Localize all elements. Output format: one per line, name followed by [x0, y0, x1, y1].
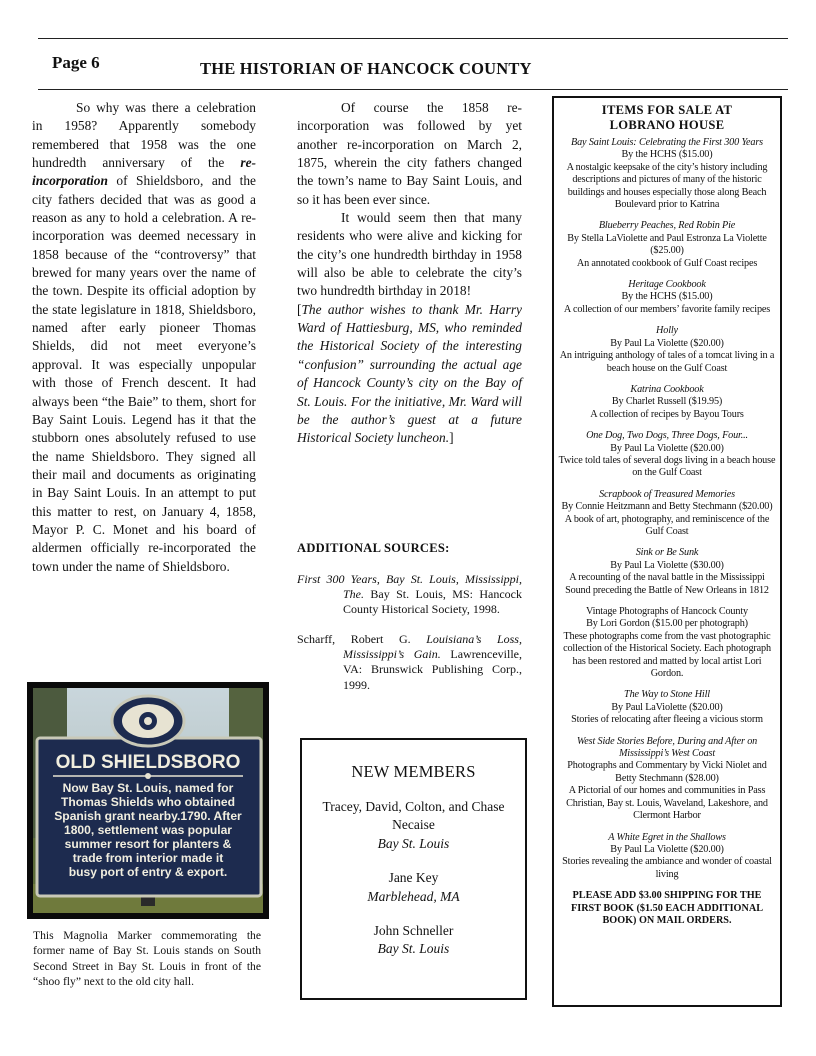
sign-line: summer resort for planters & [64, 837, 232, 851]
member-location: Bay St. Louis [377, 835, 450, 851]
member-entry [302, 922, 525, 959]
item-title: The Way to Stone Hill [624, 689, 710, 701]
article-column-2 [297, 99, 522, 448]
source-details: Lawrenceville, VA: Brunswick Publishing Corp., 1999. [343, 647, 522, 692]
item-title: A White Egret in the Shallows [608, 831, 726, 843]
article-paragraph [32, 99, 256, 576]
sale-item [556, 279, 778, 316]
article-text: of Shieldsboro, and the city fathers decided that was as good a reason as any to hold a celebration. A re-incorporation was deemed necessary in 1858 because of the “controversy” that brewed for many years over the name of the town. Despite its official adoption by the state legislature in 1818, Shieldsboro, named after early pioneer Thomas Shields, did not meet everyone’s approval. It was especially unpopular with those of French descent. It had always been “the Baie” to them, short for Bay Saint Louis. Legend has it that the stubborn ones absolutely refused to use the name Shieldsboro. They signed all their mail and documents as originating in Bay Saint Louis. In an attempt to put this matter to rest, on January 4, 1858, Mayor P. C. Monet and his board of aldermen officially re-incorporated the town under the name of Shieldsboro. [32, 173, 256, 574]
item-author-price: By the HCHS ($15.00) [621, 149, 713, 161]
sale-item [556, 547, 778, 597]
article-text: So why was there a celebration in 1958? Apparently somebody remembered that 1958 was the one hundredth anniversary of the [32, 100, 256, 171]
article-paragraph: Of course the 1858 re-incorporation was followed by yet another re-incorporation on March 2, 1875, wherein the city fathers changed the town’s name to Bay Saint Louis, and so it has been ever since. [297, 100, 522, 207]
source-entry [297, 632, 522, 693]
bracket: [ [297, 301, 302, 317]
sale-item [556, 325, 778, 375]
item-title: Holly [656, 325, 678, 337]
item-title: Vintage Photographs of Hancock County [586, 606, 748, 617]
source-details: Bay St. Louis, MS: Hancock County Historical Society, 1998. [343, 587, 522, 617]
acknowledgement-note [297, 301, 522, 448]
source-entry [297, 572, 522, 618]
item-author-price: By Paul La Violette ($20.00) [610, 337, 724, 349]
item-author-price: By Paul La Violette ($20.00) [610, 843, 724, 855]
item-title: Blueberry Peaches, Red Robin Pie [598, 220, 736, 232]
sale-item [556, 220, 778, 270]
item-description: A collection of our members’ favorite family recipes [563, 303, 771, 315]
sale-heading-line: ITEMS FOR SALE AT [601, 103, 733, 117]
item-description: A nostalgic keepsake of the city’s history including descriptions and pictures of many of the historic buildings and houses especially those along Beach Boulevard prior to Katrina [566, 161, 768, 211]
item-author-price: By Stella LaViolette and Paul Estronza La Violette ($25.00) [567, 232, 767, 257]
item-description: Stories revealing the ambiance and wonder of coastal living [562, 856, 772, 880]
photo-caption: This Magnolia Marker commemorating the former name of Bay St. Louis stands on South Second Street in Bay St. Louis in front of the “shoo fly” next to the old city hall. [33, 929, 261, 989]
note-text: The author wishes to thank Mr. Harry Ward of Hattiesburg, MS, who reminded the Historical Society of the interesting “confusion” surrounding the actual age of Hancock County’s city on the Bay of St. Louis. For the initiative, Mr. Ward will be the author’s guest at a future Historical Society luncheon. [297, 301, 522, 446]
item-description: An annotated cookbook of Gulf Coast recipes [576, 257, 758, 269]
sign-line: busy port of entry & export. [68, 865, 228, 879]
sale-item [556, 430, 778, 480]
sale-item [556, 736, 778, 823]
sale-heading-line: LOBRANO HOUSE [609, 118, 725, 132]
sale-item [556, 689, 778, 726]
item-title: Katrina Cookbook [630, 383, 704, 395]
sign-line: 1800, settlement was popular [63, 823, 233, 837]
item-description: These photographs come from the vast photographic collection of the Historical Society. Each photograph has been restored and matted by local artist Lori Gordon. [563, 630, 771, 680]
sale-item [556, 489, 778, 539]
member-name: John Schneller [373, 923, 454, 939]
item-author-price: Photographs and Commentary by Vicki Niolet and Betty Stechmann ($28.00) [567, 760, 767, 784]
member-name: Tracey, David, Colton, and Chase Necaise [322, 799, 505, 833]
newsletter-masthead: THE HISTORIAN OF HANCOCK COUNTY [200, 59, 532, 78]
member-location: Marblehead, MA [367, 888, 460, 904]
sign-line: trade from interior made it [72, 851, 224, 865]
item-author-price: By Paul La Violette ($30.00) [610, 559, 724, 571]
page-number: Page 6 [52, 53, 100, 72]
header-rule [38, 89, 788, 90]
sale-item [556, 137, 778, 211]
items-for-sale-box [552, 96, 782, 1007]
item-author-price: By Charlet Russell ($19.95) [611, 396, 723, 408]
item-author-price: By the HCHS ($15.00) [621, 291, 713, 303]
item-description: Stories of relocating after fleeing a vicious storm [571, 714, 763, 726]
item-description: A book of art, photography, and reminiscence of the Gulf Coast [564, 513, 770, 537]
article-paragraph: It would seem then that many residents who were alive and kicking for the city’s one hundredth birthday in 1958 will also be able to celebrate the city’s two hundredth birthday in 2018! [297, 210, 522, 299]
item-author-price: By Paul La Violette ($20.00) [610, 442, 724, 454]
sign-line: Thomas Shields who obtained [60, 795, 236, 809]
item-title: Sink or Be Sunk [635, 547, 699, 559]
member-entry [302, 869, 525, 906]
shipping-notice: PLEASE ADD $3.00 SHIPPING FOR THE FIRST BOOK ($1.50 EACH ADDITIONAL BOOK) ON MAIL ORDERS. [571, 890, 763, 927]
member-name: Jane Key [388, 870, 439, 886]
item-author-price: By Lori Gordon ($15.00 per photograph) [586, 618, 748, 630]
marker-illustration [33, 688, 263, 913]
member-location: Bay St. Louis [377, 941, 450, 957]
top-rule [38, 38, 788, 39]
sign-title: OLD SHIELDSBORO [55, 752, 241, 773]
source-author: Scharff, Robert G. [297, 632, 427, 646]
item-description: A collection of recipes by Bayou Tours [590, 408, 744, 420]
source-title: Louisiana’s Loss, Mississippi’s Gain. [343, 632, 522, 662]
article-column-1 [32, 99, 256, 576]
sign-line: Now Bay St. Louis, named for [62, 781, 234, 795]
source-title: First 300 Years, Bay St. Louis, Mississippi, The. [297, 572, 522, 602]
item-title: Scrapbook of Treasured Memories [599, 488, 735, 500]
item-description: A recounting of the naval battle in the Mississippi Sound preceding the Battle of New Orleans in 1812 [565, 572, 769, 596]
bracket: ] [449, 430, 454, 446]
sale-item [556, 832, 778, 882]
new-members-box [300, 738, 527, 1000]
sources-heading: ADDITIONAL SOURCES: [297, 541, 450, 555]
item-description: A Pictorial of our homes and communities in Pass Christian, Bay st. Louis, Waveland, Lakeshore, and Clermont Harbor [566, 785, 768, 822]
item-title: Heritage Cookbook [628, 279, 706, 291]
emphasis-term: re-incorporation [32, 155, 256, 189]
new-members-heading: NEW MEMBERS [351, 762, 476, 781]
item-title: Bay Saint Louis: Celebrating the First 300 Years [571, 137, 763, 148]
item-title: West Side Stories Before, During and After on Mississippi’s West Coast [576, 735, 758, 760]
marker-photo [27, 682, 269, 919]
sale-heading [554, 103, 780, 133]
item-author-price: By Paul LaViolette ($20.00) [611, 701, 723, 713]
sale-item [556, 606, 778, 680]
sign-line: Spanish grant nearby.1790. After [54, 809, 242, 823]
item-description: An intriguing anthology of tales of a tomcat living in a beach house on the Gulf Coast [559, 350, 775, 374]
item-description: Twice told tales of several dogs living in a beach house on the Gulf Coast [558, 454, 776, 479]
member-entry [302, 798, 525, 853]
item-title: One Dog, Two Dogs, Three Dogs, Four... [586, 430, 748, 442]
item-author-price: By Connie Heitzmann and Betty Stechmann ($20.00) [561, 501, 773, 513]
sale-item [556, 384, 778, 421]
